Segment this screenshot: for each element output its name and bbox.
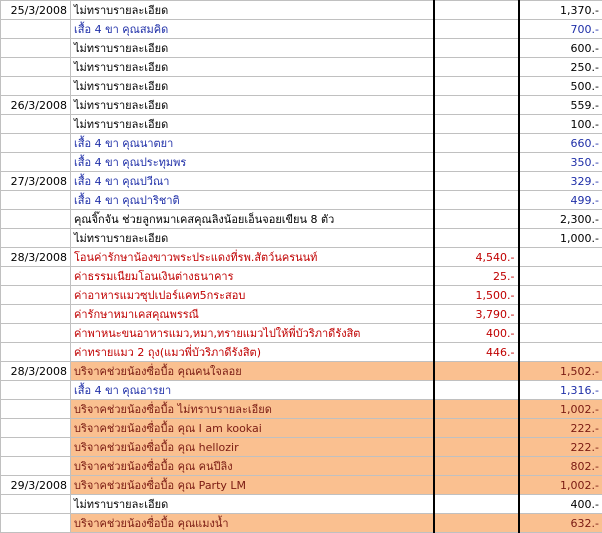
spreadsheet-body	[1, 1, 602, 533]
description-cell[interactable]: บริจาคช่วยน้องซื่อบื้อ คุณ คนปีลิง	[71, 457, 434, 476]
date-cell[interactable]	[1, 324, 71, 343]
income-cell[interactable]: 802.-	[519, 457, 602, 476]
expense-cell[interactable]	[434, 457, 519, 476]
table-row	[1, 457, 602, 476]
income-cell[interactable]: 632.-	[519, 514, 602, 533]
table-row	[1, 20, 602, 39]
description-cell[interactable]: เสื้อ 4 ขา คุณนาตยา	[71, 134, 434, 153]
income-cell[interactable]	[519, 343, 602, 362]
income-cell[interactable]: 222.-	[519, 438, 602, 457]
description-cell[interactable]: เสื้อ 4 ขา คุณสมคิด	[71, 20, 434, 39]
expense-cell[interactable]	[434, 58, 519, 77]
income-cell[interactable]: 500.-	[519, 77, 602, 96]
table-row	[1, 153, 602, 172]
description-cell[interactable]: ไม่ทราบรายละเอียด	[71, 77, 434, 96]
description-cell[interactable]: บริจาคช่วยน้องซื่อบื้อ ไม่ทราบรายละเอียด	[71, 400, 434, 419]
table-row	[1, 381, 602, 400]
table-row	[1, 134, 602, 153]
expense-cell[interactable]	[434, 381, 519, 400]
table-row	[1, 362, 602, 381]
date-cell[interactable]	[1, 39, 71, 58]
expense-cell[interactable]	[434, 77, 519, 96]
expense-cell[interactable]	[434, 438, 519, 457]
expense-cell[interactable]	[434, 153, 519, 172]
description-cell[interactable]: ไม่ทราบรายละเอียด	[71, 1, 434, 20]
income-cell[interactable]	[519, 286, 602, 305]
description-cell[interactable]: ไม่ทราบรายละเอียด	[71, 58, 434, 77]
table-row	[1, 267, 602, 286]
description-cell[interactable]: ค่าทรายแมว 2 ถุง(แมวพี่บัวริภาดีรังสิต)	[71, 343, 434, 362]
expense-cell[interactable]: 400.-	[434, 324, 519, 343]
expense-cell[interactable]	[434, 39, 519, 58]
table-row	[1, 58, 602, 77]
income-cell[interactable]: 600.-	[519, 39, 602, 58]
income-cell[interactable]: 499.-	[519, 191, 602, 210]
expense-cell[interactable]: 25.-	[434, 267, 519, 286]
date-cell[interactable]: 28/3/2008	[1, 248, 71, 267]
date-cell[interactable]	[1, 400, 71, 419]
income-cell[interactable]: 350.-	[519, 153, 602, 172]
date-cell[interactable]: 28/3/2008	[1, 362, 71, 381]
date-cell[interactable]: 27/3/2008	[1, 172, 71, 191]
table-row	[1, 514, 602, 533]
income-cell[interactable]: 1,370.-	[519, 1, 602, 20]
income-cell[interactable]: 559.-	[519, 96, 602, 115]
expense-cell[interactable]	[434, 229, 519, 248]
table-row	[1, 172, 602, 191]
income-cell[interactable]	[519, 324, 602, 343]
date-cell[interactable]	[1, 381, 71, 400]
date-cell[interactable]: 25/3/2008	[1, 1, 71, 20]
table-row	[1, 286, 602, 305]
table-row	[1, 39, 602, 58]
date-cell[interactable]	[1, 77, 71, 96]
description-cell[interactable]: คุณจิ๊กจัน ช่วยลูกหมาเคสคุณลิงน้อยเอ็นจอยเขียน 8 ตัว	[71, 210, 434, 229]
income-cell[interactable]: 329.-	[519, 172, 602, 191]
date-cell[interactable]	[1, 20, 71, 39]
expense-cell[interactable]: 446.-	[434, 343, 519, 362]
description-cell[interactable]: บริจาคช่วยน้องซื่อบื้อ คุณแมงน้ำ	[71, 514, 434, 533]
expense-cell[interactable]: 4,540.-	[434, 248, 519, 267]
description-cell[interactable]: ไม่ทราบรายละเอียด	[71, 115, 434, 134]
date-cell[interactable]	[1, 134, 71, 153]
expense-cell[interactable]	[434, 476, 519, 495]
income-cell[interactable]: 222.-	[519, 419, 602, 438]
table-row	[1, 476, 602, 495]
expense-cell[interactable]	[434, 400, 519, 419]
table-row	[1, 248, 602, 267]
description-cell[interactable]: โอนค่ารักษาน้องขาวพระประแดงที่รพ.สัตว์นครนนท์	[71, 248, 434, 267]
date-cell[interactable]	[1, 229, 71, 248]
income-cell[interactable]: 1,502.-	[519, 362, 602, 381]
date-cell[interactable]: 29/3/2008	[1, 476, 71, 495]
table-row	[1, 77, 602, 96]
description-cell[interactable]: บริจาคช่วยน้องซื่อบื้อ คุณ Party LM	[71, 476, 434, 495]
description-cell[interactable]: ไม่ทราบรายละเอียด	[71, 96, 434, 115]
expense-cell[interactable]	[434, 1, 519, 20]
table-row	[1, 438, 602, 457]
expense-cell[interactable]	[434, 172, 519, 191]
date-cell[interactable]	[1, 457, 71, 476]
table-row	[1, 495, 602, 514]
table-row	[1, 1, 602, 20]
description-cell[interactable]: ไม่ทราบรายละเอียด	[71, 495, 434, 514]
description-cell[interactable]: เสื้อ 4 ขา คุณประทุมพร	[71, 153, 434, 172]
date-cell[interactable]	[1, 153, 71, 172]
date-cell[interactable]	[1, 305, 71, 324]
date-cell[interactable]	[1, 514, 71, 533]
description-cell[interactable]: บริจาคช่วยน้องซื่อบื้อ คุณคนใจลอย	[71, 362, 434, 381]
table-row	[1, 305, 602, 324]
expense-cell[interactable]	[434, 191, 519, 210]
expense-cell[interactable]	[434, 362, 519, 381]
expense-cell[interactable]	[434, 495, 519, 514]
description-cell[interactable]: ไม่ทราบรายละเอียด	[71, 229, 434, 248]
date-cell[interactable]: 26/3/2008	[1, 96, 71, 115]
table-row	[1, 229, 602, 248]
income-cell[interactable]: 1,002.-	[519, 476, 602, 495]
income-cell[interactable]: 700.-	[519, 20, 602, 39]
expense-cell[interactable]: 3,790.-	[434, 305, 519, 324]
date-cell[interactable]	[1, 191, 71, 210]
description-cell[interactable]: ค่ารักษาหมาเคสคุณพรรณี	[71, 305, 434, 324]
expense-cell[interactable]	[434, 115, 519, 134]
date-cell[interactable]	[1, 210, 71, 229]
table-row	[1, 191, 602, 210]
description-cell[interactable]: ค่าพาหนะขนอาหารแมว,หมา,ทรายแมวไปให้พี่บัวริภาดีรังสิต	[71, 324, 434, 343]
expense-cell[interactable]	[434, 20, 519, 39]
income-cell[interactable]	[519, 305, 602, 324]
table-row	[1, 400, 602, 419]
expense-cell[interactable]	[434, 96, 519, 115]
income-cell[interactable]	[519, 248, 602, 267]
income-cell[interactable]: 400.-	[519, 495, 602, 514]
description-cell[interactable]: เสื้อ 4 ขา คุณปาริชาติ	[71, 191, 434, 210]
description-cell[interactable]: ค่าธรรมเนียมโอนเงินต่างธนาคาร	[71, 267, 434, 286]
table-row	[1, 210, 602, 229]
table-row	[1, 115, 602, 134]
date-cell[interactable]	[1, 267, 71, 286]
date-cell[interactable]	[1, 286, 71, 305]
date-cell[interactable]	[1, 495, 71, 514]
date-cell[interactable]	[1, 115, 71, 134]
description-cell[interactable]: ไม่ทราบรายละเอียด	[71, 39, 434, 58]
income-cell[interactable]: 1,000.-	[519, 229, 602, 248]
income-cell[interactable]: 100.-	[519, 115, 602, 134]
date-cell[interactable]	[1, 343, 71, 362]
income-cell[interactable]: 1,316.-	[519, 381, 602, 400]
table-row	[1, 96, 602, 115]
description-cell[interactable]: ค่าอาหารแมวซุปเปอร์แคท5กระสอบ	[71, 286, 434, 305]
income-cell[interactable]: 660.-	[519, 134, 602, 153]
description-cell[interactable]: เสื้อ 4 ขา คุณปวีณา	[71, 172, 434, 191]
date-cell[interactable]	[1, 58, 71, 77]
income-cell[interactable]: 2,300.-	[519, 210, 602, 229]
description-cell[interactable]: บริจาคช่วยน้องซื่อบื้อ คุณ I am kookai	[71, 419, 434, 438]
income-cell[interactable]: 250.-	[519, 58, 602, 77]
table-row	[1, 343, 602, 362]
date-cell[interactable]	[1, 419, 71, 438]
table-row	[1, 324, 602, 343]
table-row	[1, 419, 602, 438]
income-cell[interactable]: 1,002.-	[519, 400, 602, 419]
expense-cell[interactable]: 1,500.-	[434, 286, 519, 305]
description-cell[interactable]: เสื้อ 4 ขา คุณอารยา	[71, 381, 434, 400]
date-cell[interactable]	[1, 438, 71, 457]
expense-cell[interactable]	[434, 210, 519, 229]
expense-cell[interactable]	[434, 134, 519, 153]
income-cell[interactable]	[519, 267, 602, 286]
expense-cell[interactable]	[434, 514, 519, 533]
description-cell[interactable]: บริจาคช่วยน้องซื่อบื้อ คุณ hellozir	[71, 438, 434, 457]
expense-cell[interactable]	[434, 419, 519, 438]
